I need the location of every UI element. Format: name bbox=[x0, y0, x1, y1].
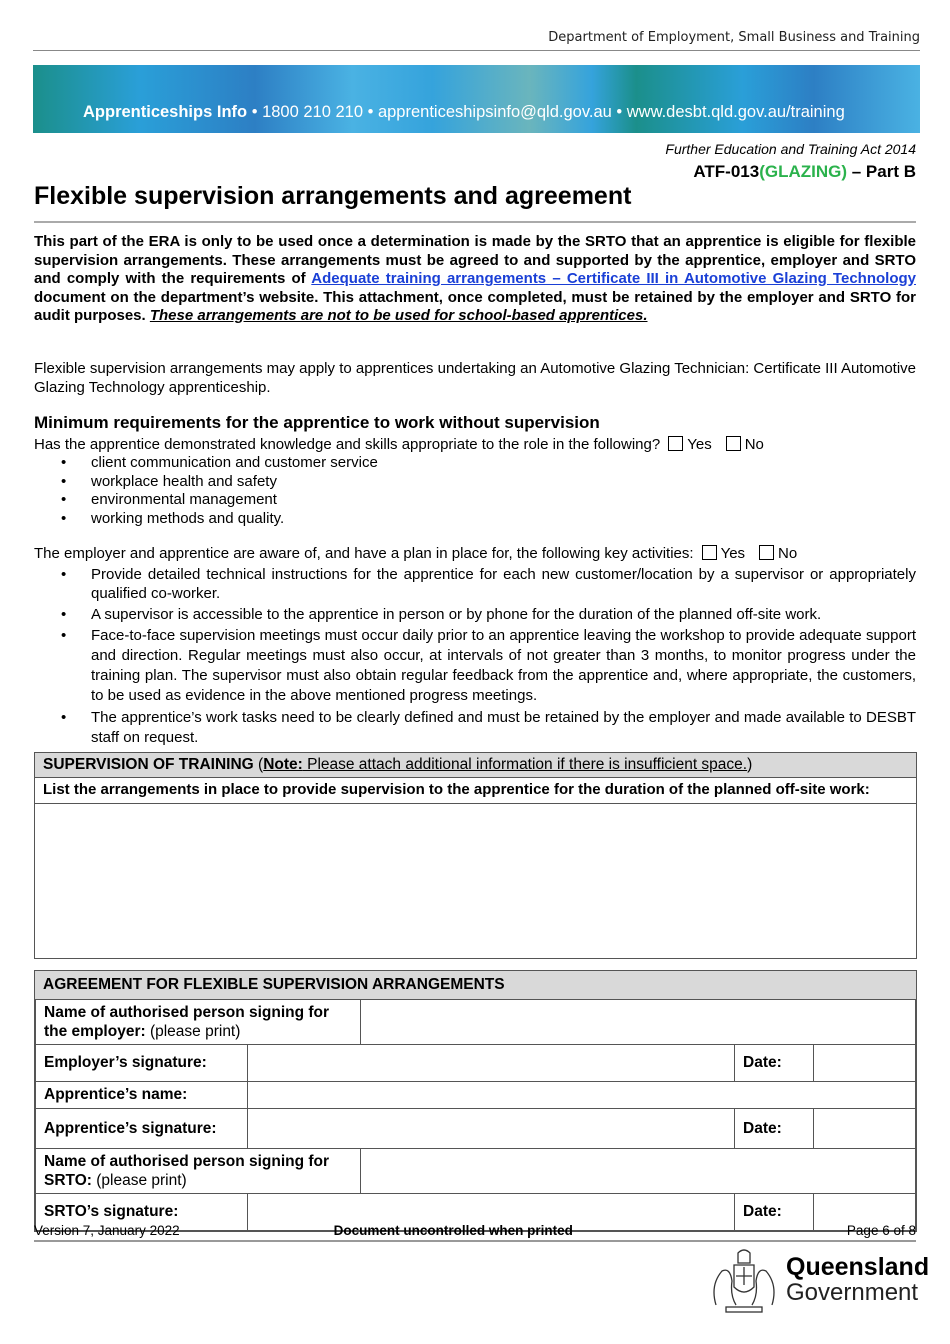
employer-signature-field[interactable] bbox=[248, 1045, 735, 1082]
apprentice-signature-label: Apprentice’s signature: bbox=[44, 1119, 217, 1137]
agreement-table bbox=[34, 970, 917, 1232]
srto-name-label: Name of authorised person signing for SRTO: bbox=[44, 1153, 330, 1189]
version-text: Version 7, January 2022 bbox=[34, 1223, 180, 1238]
min-req-yes-checkbox[interactable] bbox=[668, 436, 683, 451]
department-name: Department of Employment, Small Business and Training bbox=[548, 30, 920, 45]
supervision-heading: SUPERVISION OF TRAINING bbox=[43, 756, 254, 773]
apprentice-name-field[interactable] bbox=[248, 1082, 916, 1109]
list-item: • workplace health and safety bbox=[34, 473, 916, 492]
apprentice-name-label: Apprentice’s name: bbox=[44, 1086, 188, 1103]
date-label: Date: bbox=[743, 1054, 782, 1071]
banner-website[interactable]: www.desbt.qld.gov.au/training bbox=[626, 103, 845, 121]
yes-label: Yes bbox=[687, 436, 712, 453]
supervision-arrangements-input[interactable] bbox=[35, 804, 916, 938]
note-text: Please attach additional information if there is insufficient space. bbox=[302, 756, 748, 773]
form-code-tag: (GLAZING) bbox=[759, 162, 848, 181]
employer-name-label: Name of authorised person signing for the employer: bbox=[44, 1004, 330, 1040]
srto-signature-label: SRTO’s signature: bbox=[44, 1203, 179, 1220]
supervision-of-training-box bbox=[34, 752, 917, 959]
list-item: • environmental management bbox=[34, 491, 916, 510]
form-code-id: ATF-013 bbox=[693, 162, 760, 181]
key-yes-checkbox[interactable] bbox=[702, 545, 717, 560]
no-label: No bbox=[744, 436, 764, 453]
intro-text-1: This part of the ERA is only to be used once a determination is made by the SRTO that an apprentice is eligible for flexible supervision arrangements. These arrangements must be agreed to and supported by the apprentice, employer and SRTO and comply with the requirements of bbox=[34, 233, 916, 287]
intro-paragraph bbox=[34, 233, 916, 326]
contact-banner: Apprenticeships Info • 1800 210 210 • apprenticeshipsinfo@qld.gov.au • www.desbt.qld.gov.au/training bbox=[33, 65, 920, 133]
key-activities-section bbox=[34, 544, 916, 747]
applicability-paragraph: Flexible supervision arrangements may apply to apprentices undertaking an Automotive Glazing Technician: Certificate III Automotive Glazing Technology apprenticeship. bbox=[34, 360, 916, 396]
header-rule bbox=[33, 50, 920, 51]
uncontrolled-notice: Document uncontrolled when printed bbox=[333, 1223, 573, 1238]
employer-date-field[interactable] bbox=[814, 1045, 916, 1082]
key-no-checkbox[interactable] bbox=[759, 545, 774, 560]
supervision-prompt: List the arrangements in place to provide supervision to the apprentice for the duration of the planned off-site work: bbox=[35, 778, 916, 804]
queensland-government-logo bbox=[708, 1245, 929, 1315]
list-item: • The apprentice’s work tasks need to be clearly defined and must be retained by the employer and made available to DESBT staff on request. bbox=[34, 708, 916, 747]
list-item: • client communication and customer service bbox=[34, 454, 916, 473]
page-title: Flexible supervision arrangements and agreement bbox=[34, 182, 632, 210]
apprentice-signature-field[interactable] bbox=[248, 1109, 735, 1149]
min-req-no-checkbox[interactable] bbox=[726, 436, 741, 451]
key-activities-question: The employer and apprentice are aware of, and have a plan in place for, the following key activities: bbox=[34, 545, 694, 562]
page-number: Page 6 of 8 bbox=[846, 1223, 916, 1238]
yes-label: Yes bbox=[720, 545, 746, 562]
date-label: Date: bbox=[743, 1119, 782, 1137]
employer-name-field[interactable] bbox=[361, 1000, 916, 1045]
note-label: Note: bbox=[263, 756, 303, 773]
note-open: ( bbox=[253, 756, 264, 773]
min-requirements-section bbox=[34, 413, 916, 528]
act-name: Further Education and Training Act 2014 bbox=[665, 141, 916, 157]
list-item: • Face-to-face supervision meetings must occur daily prior to an apprentice leaving the workshop to provide adequate support and direction. Regular meetings must also occur, at intervals of not greater than 3 months, to monitor progress under the training plan. The supervisor must also obtain regular feedback from the apprentice and, where appropriate, the customers, to be used as evidence in the above mentioned progress meetings. bbox=[34, 626, 916, 706]
employer-signature-label: Employer’s signature: bbox=[44, 1054, 207, 1071]
list-item: • Provide detailed technical instructions for the apprentice for each new customer/location by a supervisor or appropriately qualified co-worker. bbox=[34, 565, 916, 603]
agreement-heading bbox=[35, 971, 916, 1000]
banner-email[interactable]: apprenticeshipsinfo@qld.gov.au bbox=[377, 103, 612, 121]
logo-government: Government bbox=[786, 1279, 919, 1306]
form-code bbox=[693, 162, 916, 182]
key-activities-list bbox=[34, 565, 916, 747]
no-label: No bbox=[778, 545, 798, 562]
adequate-training-link[interactable]: Adequate training arrangements – Certificate III in Automotive Glazing Technology bbox=[311, 270, 916, 287]
date-label: Date: bbox=[743, 1203, 782, 1220]
logo-queensland: Queensland bbox=[786, 1253, 930, 1281]
please-print-hint: (please print) bbox=[91, 1172, 187, 1189]
supervision-header bbox=[35, 753, 916, 778]
note-close: ) bbox=[747, 756, 753, 773]
page-footer bbox=[34, 1221, 916, 1242]
list-item: • working methods and quality. bbox=[34, 510, 916, 529]
title-rule bbox=[34, 221, 916, 223]
min-requirements-heading: Minimum requirements for the apprentice to work without supervision bbox=[34, 413, 600, 432]
list-item: • A supervisor is accessible to the apprentice in person or by phone for the duration of the planned off-site work. bbox=[34, 605, 916, 624]
agreement-heading-text: AGREEMENT FOR FLEXIBLE SUPERVISION ARRANGEMENTS bbox=[43, 976, 505, 993]
apprentice-date-field[interactable] bbox=[814, 1109, 916, 1149]
banner-label: Apprenticeships Info bbox=[83, 103, 248, 121]
intro-text-2: document on the department’s website. This attachment, once completed, must be retained by the employer and SRTO for audit purposes. bbox=[34, 288, 916, 324]
srto-name-field[interactable] bbox=[361, 1149, 916, 1194]
intro-emphasis: These arrangements are not to be used for school-based apprentices. bbox=[149, 307, 648, 324]
coat-of-arms-icon bbox=[708, 1245, 780, 1315]
banner-phone: 1800 210 210 bbox=[262, 103, 363, 121]
min-requirements-list bbox=[34, 454, 916, 528]
form-code-part: – Part B bbox=[847, 162, 916, 181]
please-print-hint: (please print) bbox=[145, 1023, 241, 1040]
min-requirements-question: Has the apprentice demonstrated knowledge and skills appropriate to the role in the following? bbox=[34, 436, 661, 453]
